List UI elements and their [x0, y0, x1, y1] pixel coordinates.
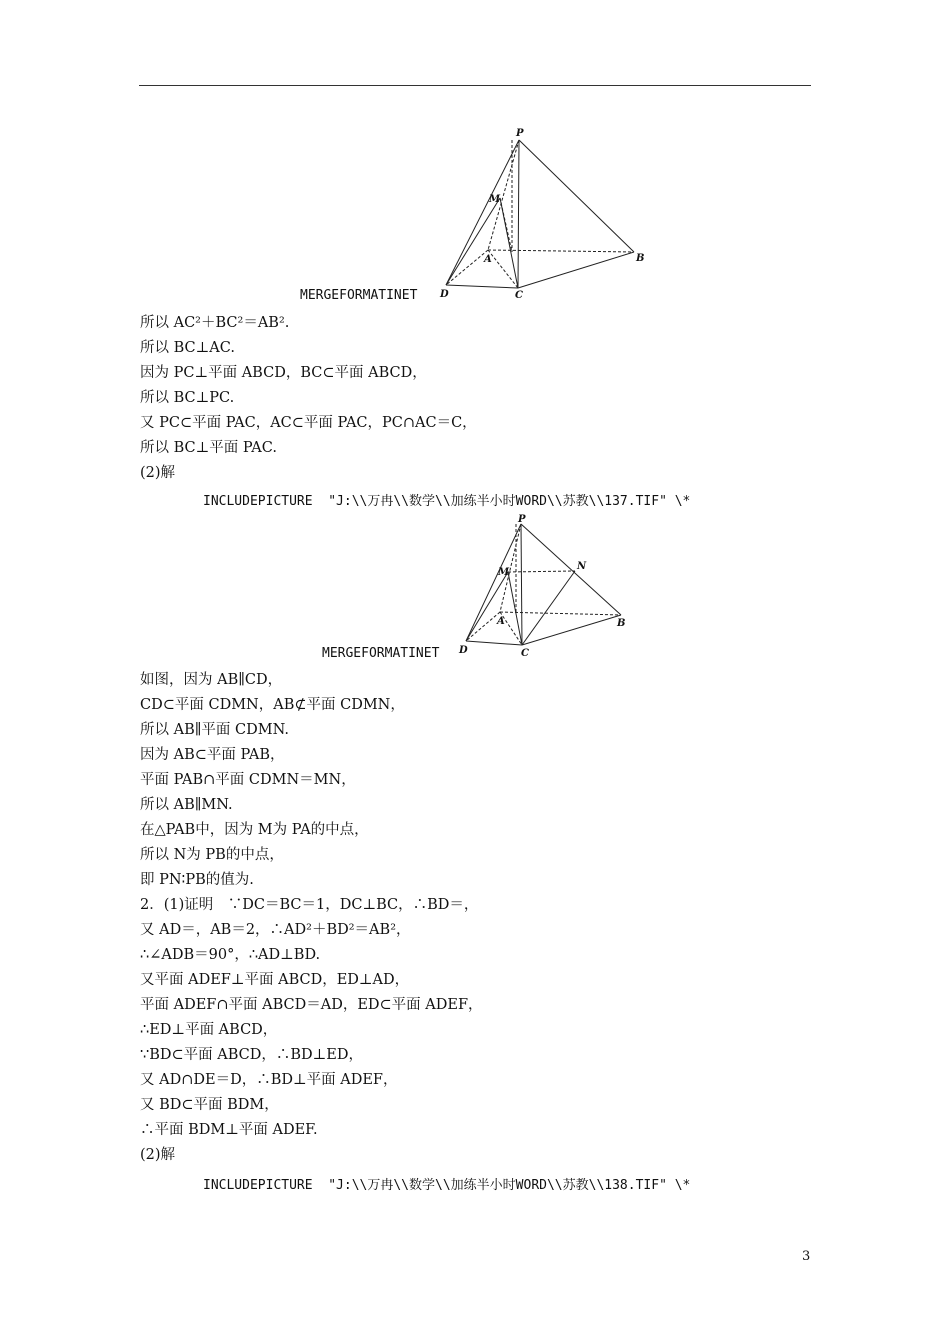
text-line: 所以 BC⊥AC. — [140, 340, 235, 356]
text-line: ∴ED⊥平面 ABCD， — [140, 1022, 278, 1038]
fig1-label-d: D — [440, 289, 449, 300]
fig2-label-m: M — [498, 567, 510, 578]
figure1-caption: MERGEFORMATINET — [300, 288, 418, 303]
text-line: (2)解 — [140, 1147, 176, 1163]
text-line: 如图，因为 AB∥CD， — [140, 672, 283, 688]
text-line: 又 AD∩DE＝D，∴BD⊥平面 ADEF， — [140, 1072, 398, 1088]
text-line: 即 PN∶PB的值为. — [140, 872, 254, 888]
fig2-label-p: P — [518, 514, 526, 525]
text-line: 又 AD＝，AB＝2，∴AD²＋BD²＝AB²， — [140, 922, 411, 938]
fig2-label-a: A — [497, 616, 505, 627]
text-line: 又 PC⊂平面 PAC，AC⊂平面 PAC，PC∩AC＝C， — [140, 415, 477, 431]
fig2-label-b: B — [617, 618, 626, 629]
text-line: 因为 AB⊂平面 PAB， — [140, 747, 285, 763]
text-line: ∴平面 BDM⊥平面 ADEF. — [140, 1122, 318, 1138]
text-line: 所以 BC⊥平面 PAC. — [140, 440, 277, 456]
fig2-label-d: D — [459, 645, 468, 656]
include-picture-field-2: INCLUDEPICTURE "J:\\万冉\\数学\\加练半小时WORD\\苏教\\138.TIF" \* — [203, 1178, 691, 1193]
text-line: 所以 AC²＋BC²＝AB². — [140, 315, 290, 331]
text-line: 又 BD⊂平面 BDM， — [140, 1097, 279, 1113]
text-line: 所以 AB∥MN. — [140, 797, 233, 813]
fig1-label-c: C — [515, 290, 523, 301]
text-line: 平面 ADEF∩平面 ABCD＝AD，ED⊂平面 ADEF， — [140, 997, 483, 1013]
pyramid-figure-1 — [430, 122, 660, 302]
fig1-label-m: M — [489, 194, 501, 205]
text-line: 因为 PC⊥平面 ABCD，BC⊂平面 ABCD， — [140, 365, 427, 381]
figure2-caption: MERGEFORMATINET — [322, 646, 440, 661]
text-line: 所以 BC⊥PC. — [140, 390, 235, 406]
fig1-label-b: B — [636, 253, 645, 264]
text-line: 所以 N为 PB的中点， — [140, 847, 284, 863]
fig1-label-p: P — [516, 128, 524, 139]
text-line: 2．(1)证明 ∵DC＝BC＝1，DC⊥BC，∴BD＝， — [140, 897, 479, 913]
fig1-label-a: A — [484, 254, 492, 265]
header-rule — [139, 85, 811, 86]
text-line: 又平面 ADEF⊥平面 ABCD，ED⊥AD， — [140, 972, 410, 988]
text-line: ∵BD⊂平面 ABCD，∴BD⊥ED， — [140, 1047, 364, 1063]
fig2-label-c: C — [521, 648, 529, 659]
fig2-label-n: N — [577, 561, 587, 572]
include-picture-field-1: INCLUDEPICTURE "J:\\万冉\\数学\\加练半小时WORD\\苏教\\137.TIF" \* — [203, 494, 691, 509]
text-line: 在△PAB中，因为 M为 PA的中点， — [140, 822, 369, 838]
text-line: CD⊂平面 CDMN，AB⊄平面 CDMN， — [140, 697, 405, 713]
text-line: (2)解 — [140, 465, 176, 481]
page-number: 3 — [802, 1249, 811, 1264]
pyramid-figure-2 — [452, 512, 642, 660]
text-line: ∴∠ADB＝90°，∴AD⊥BD. — [140, 947, 321, 963]
text-line: 所以 AB∥平面 CDMN. — [140, 722, 289, 738]
text-line: 平面 PAB∩平面 CDMN＝MN， — [140, 772, 356, 788]
